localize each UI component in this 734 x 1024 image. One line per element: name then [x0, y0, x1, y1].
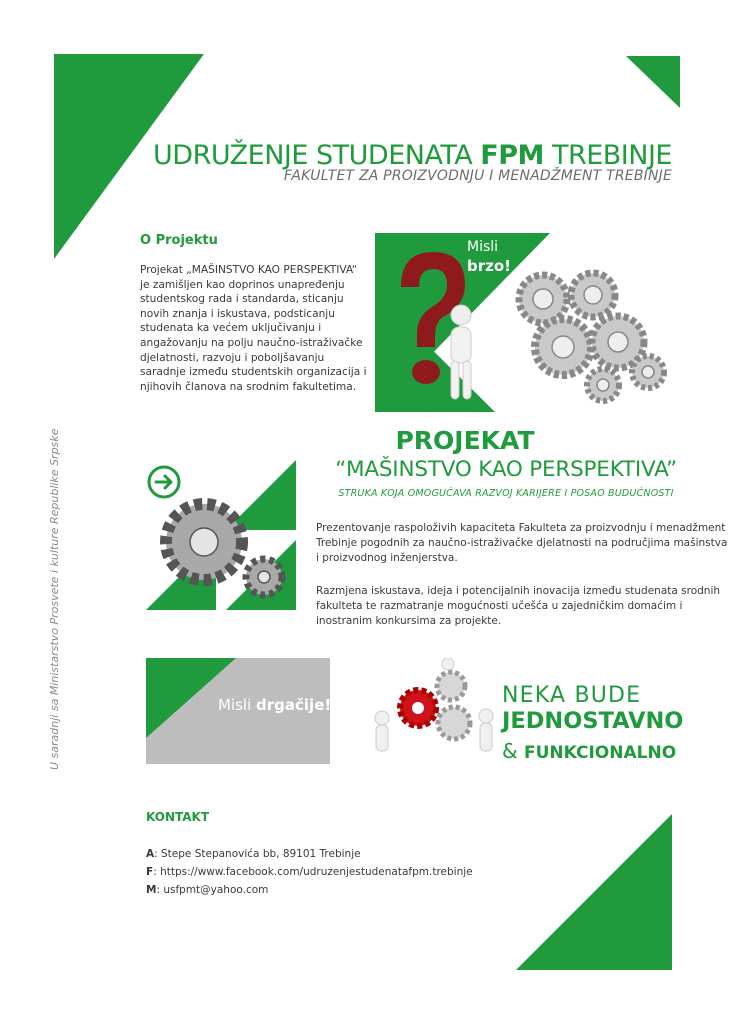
project-paragraph-2: Razmjena iskustava, ideja i potencijalnih inovacija između studenata srodnih fakulteta te razmatranje mogućnosti učešća u zajedničkim domaćim i inostranim konkursima za projekte.: [316, 585, 721, 627]
gear-icon: [154, 492, 294, 602]
title-bold: FPM: [480, 140, 544, 171]
title-part1: UDRUŽENJE STUDENATA: [153, 140, 481, 171]
gears-cluster-icon: [503, 267, 669, 407]
think-different-banner: [146, 658, 496, 764]
think-fast-banner: [375, 233, 671, 412]
project-paragraph-1: Prezentovanje raspoloživih kapaciteta Fakulteta za proizvodnju i menadžment Trebinje pogodnih za naučno-istraživačke djelatnosti na područjima mašinstva i proizvodnog inženjerstva.: [316, 522, 728, 564]
facebook-link[interactable]: : https://www.facebook.com/udruzenjestudenatafpm.trebinje: [153, 866, 473, 878]
contact-heading: KONTAKT: [146, 810, 210, 824]
person-figure-icon: [435, 303, 485, 403]
gear-graphic-block: [146, 460, 296, 610]
address-value: : Stepe Stepanovića bb, 89101 Trebinje: [154, 848, 361, 860]
organization-title: [153, 140, 672, 171]
project-name: “MAŠINSTVO KAO PERSPEKTIVA”: [335, 457, 677, 482]
contact-email[interactable]: [146, 884, 268, 896]
facebook-label: F: [146, 866, 154, 878]
about-heading: O Projektu: [140, 233, 218, 248]
project-tagline: STRUKA KOJA OMOGUĆAVA RAZVOJ KARIJERE I POSAO BUDUĆNOSTI: [338, 488, 674, 499]
title-part2: TREBINJE: [543, 140, 672, 171]
partnership-vertical-text: U saradnji sa Ministarstvo Prosvete i kulture Republike Srpske: [48, 428, 61, 770]
ampersand: &: [502, 739, 524, 763]
jednostavno-text: JEDNOSTAVNO: [502, 708, 684, 734]
neka-bude-text: NEKA BUDE: [502, 683, 642, 708]
email-link[interactable]: : usfpmt@yahoo.com: [156, 884, 269, 896]
banner-misli-text: Misli: [467, 239, 499, 255]
misli-drgacije-text: [218, 696, 331, 714]
funkcionalno-text: [502, 739, 676, 763]
banner-brzo-text: brzo!: [467, 257, 512, 275]
misli-word: Misli: [218, 696, 257, 714]
teamwork-gears-icon: [356, 658, 496, 764]
faculty-subtitle: FAKULTET ZA PROIZVODNJU I MENADŽMENT TREBINJE: [283, 168, 672, 184]
project-title: PROJEKAT: [395, 426, 535, 455]
funkcionalno-word: FUNKCIONALNO: [523, 743, 677, 763]
drgacije-word: drgačije!: [256, 696, 332, 714]
email-label: M: [146, 884, 157, 896]
about-body: Projekat „MAŠINSTVO KAO PERSPEKTIVA“ je zamišljen kao doprinos unapređenju studentskog rada i standarda, sticanju novih znanja i iskustava, podsticanju studenata ka većem uključivanju i angažovanju na polju naučno-istraživačke djelatnosti, razvoju i poboljšavanju saradnje između studentskih organizacija i njihovih članova na srodnim fakultetima.: [140, 264, 367, 393]
contact-address: [146, 848, 361, 860]
corner-triangle-bottom-right: [516, 814, 672, 970]
address-label: A: [146, 848, 155, 860]
corner-triangle-top-right: [626, 56, 680, 108]
contact-facebook[interactable]: [146, 866, 473, 878]
